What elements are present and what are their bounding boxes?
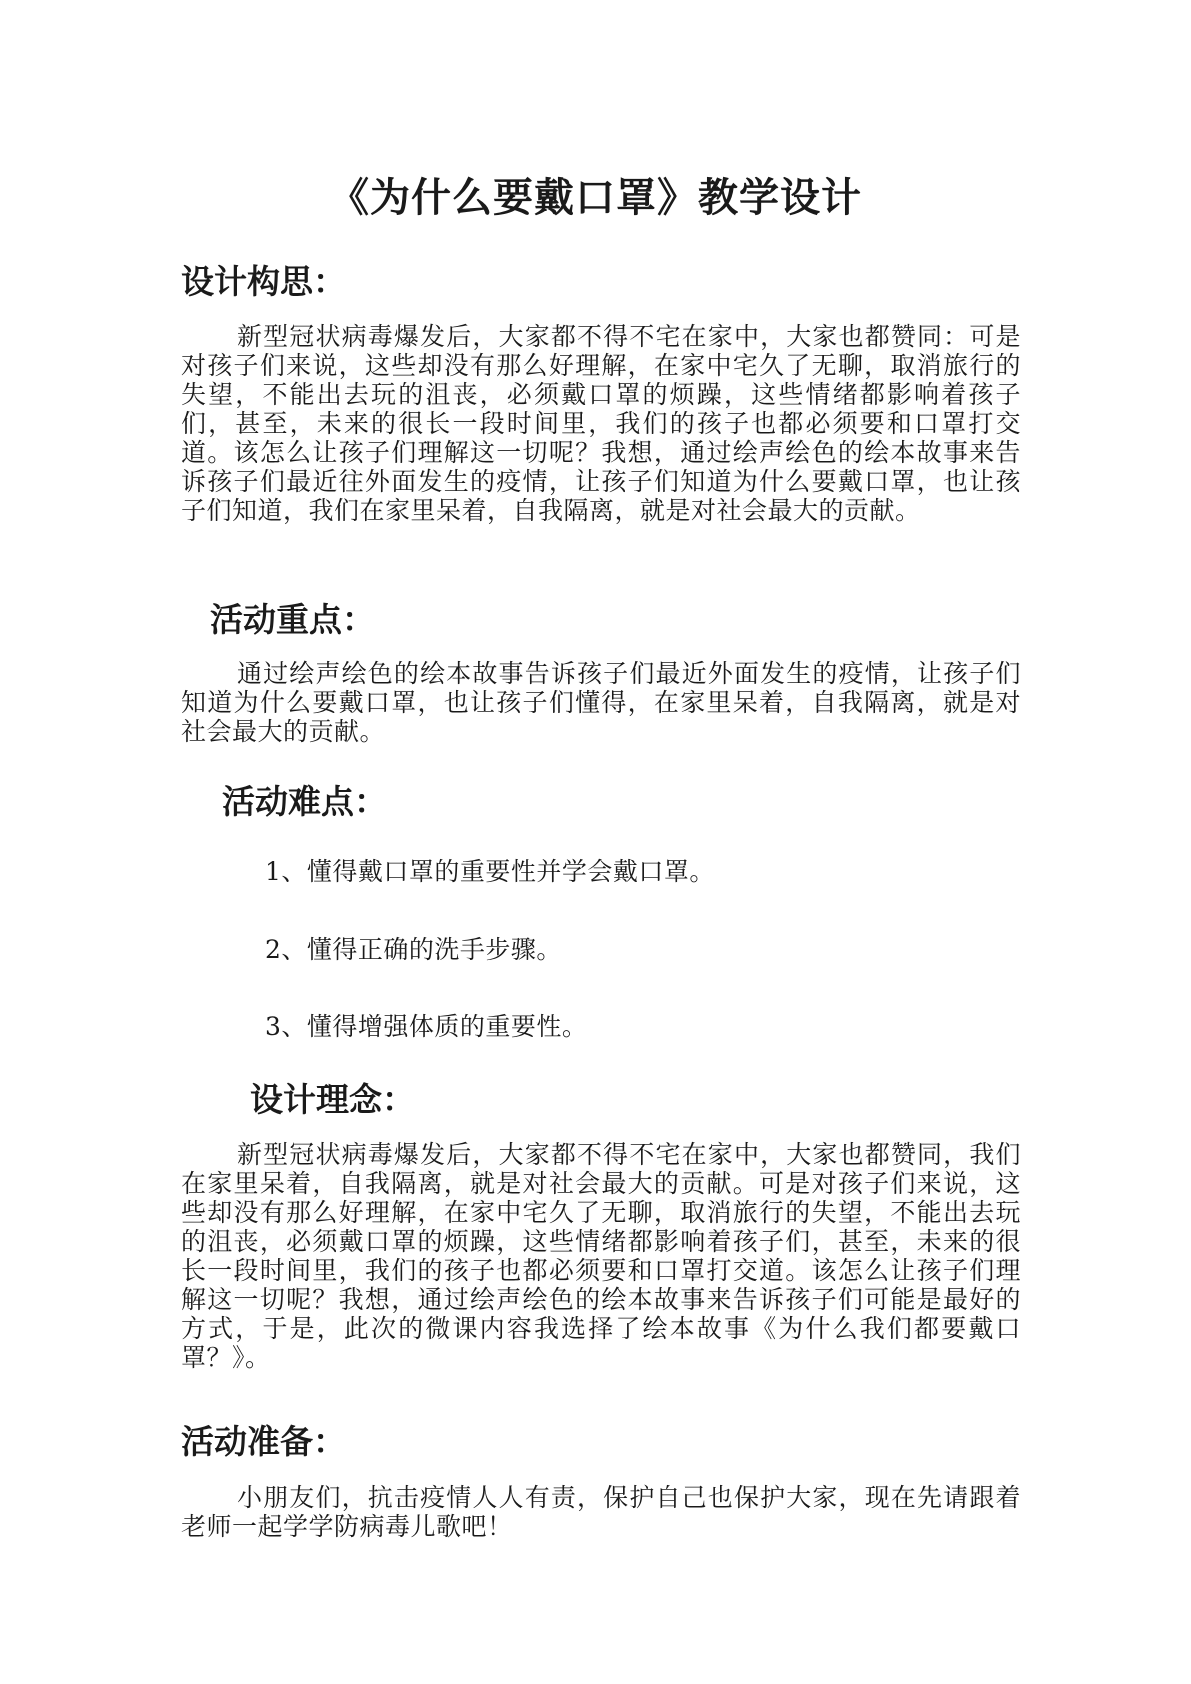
heading-key-points: 活动重点： (210, 600, 375, 639)
heading-design-philosophy: 设计理念： (250, 1080, 415, 1119)
heading-difficulties: 活动难点： (222, 782, 387, 821)
document-title: 《为什么要戴口罩》教学设计 (329, 175, 862, 221)
paragraph-key-points: 通过绘声绘色的绘本故事告诉孩子们最近外面发生的疫情，让孩子们知道为什么要戴口罩，也让孩子们懂得，在家里呆着，自我隔离，就是对社会最大的贡献。 (181, 659, 1021, 746)
paragraph-design-philosophy: 新型冠状病毒爆发后，大家都不得不宅在家中，大家也都赞同，我们在家里呆着，自我隔离，就是对社会最大的贡献。可是对孩子们来说，这些却没有那么好理解，在家中宅久了无聊，取消旅行的失望，不能出去玩的沮丧，必须戴口罩的烦躁，这些情绪都影响着孩子们，甚至，未来的很长一段时间里，我们的孩子也都必须要和口罩打交道。该怎么让孩子们理解这一切呢？我想，通过绘声绘色的绘本故事来告诉孩子们可能是最好的方式，于是，此次的微课内容我选择了绘本故事《为什么我们都要戴口罩？》。 (181, 1140, 1021, 1372)
heading-design-concept: 设计构思： (181, 262, 346, 301)
paragraph-preparation: 小朋友们，抗击疫情人人有责，保护自己也保护大家，现在先请跟着老师一起学学防病毒儿歌吧！ (181, 1483, 1021, 1541)
difficulty-item-2: 2、懂得正确的洗手步骤。 (265, 935, 562, 964)
difficulty-item-1: 1、懂得戴口罩的重要性并学会戴口罩。 (265, 857, 715, 886)
difficulty-item-3: 3、懂得增强体质的重要性。 (265, 1012, 588, 1041)
paragraph-design-concept: 新型冠状病毒爆发后，大家都不得不宅在家中，大家也都赞同：可是对孩子们来说，这些却没有那么好理解，在家中宅久了无聊，取消旅行的失望，不能出去玩的沮丧，必须戴口罩的烦躁，这些情绪都影响着孩子们，甚至，未来的很长一段时间里，我们的孩子也都必须要和口罩打交道。该怎么让孩子们理解这一切呢？我想，通过绘声绘色的绘本故事来告诉孩子们最近往外面发生的疫情，让孩子们知道为什么要戴口罩，也让孩子们知道，我们在家里呆着，自我隔离，就是对社会最大的贡献。 (181, 322, 1021, 525)
heading-preparation: 活动准备： (181, 1422, 346, 1461)
